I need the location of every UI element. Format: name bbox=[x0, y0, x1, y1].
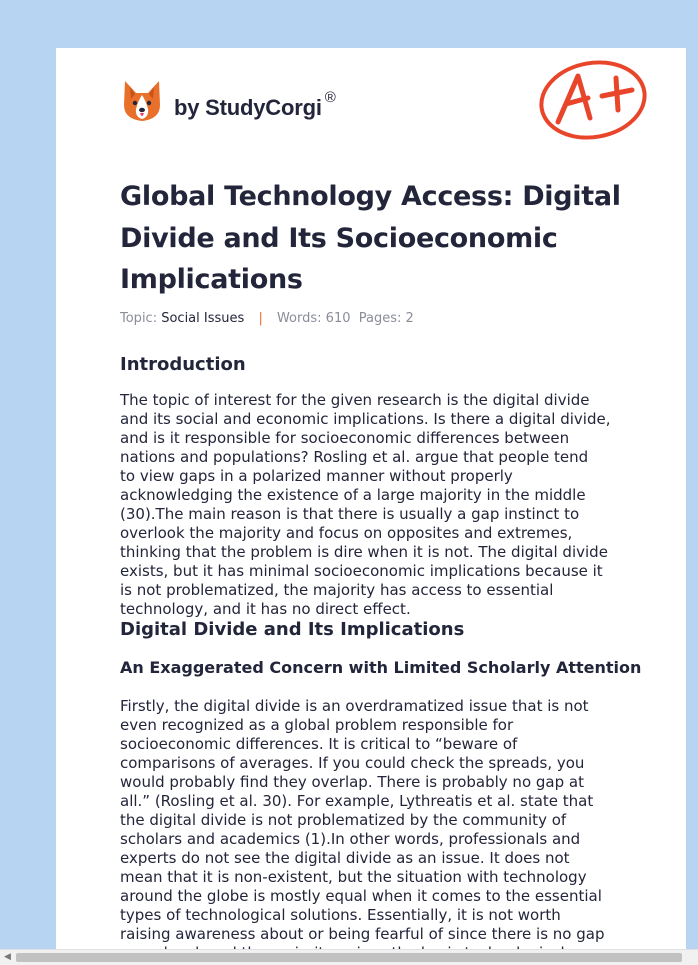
scroll-left-arrow-icon[interactable]: ◀ bbox=[4, 952, 11, 962]
text-line: Firstly, the digital divide is an overdramatized issue that is not bbox=[120, 697, 589, 715]
subsection-heading: An Exaggerated Concern with Limited Scholarly Attention bbox=[120, 658, 642, 677]
title-line: Implications bbox=[120, 264, 303, 295]
text-line: and its social and economic implications. Is there a digital divide, bbox=[120, 410, 611, 428]
text-line: to view gaps in a polarized manner without properly bbox=[120, 467, 513, 485]
corgi-logo-icon bbox=[122, 79, 162, 123]
page-count: Pages: 2 bbox=[358, 311, 414, 326]
text-line: experts do not see the digital divide as an issue. It does not bbox=[120, 849, 570, 867]
a-plus-stamp-icon bbox=[536, 58, 648, 142]
text-line: types of technological solutions. Essentially, it is not worth bbox=[120, 906, 561, 924]
text-line: thinking that the problem is dire when it is not. The digital divide bbox=[120, 543, 608, 561]
text-line: technology, and it has no direct effect. bbox=[120, 600, 411, 618]
text-line: overlook the majority and focus on opposites and extremes, bbox=[120, 524, 573, 542]
text-line: around the globe is mostly equal when it comes to the essential bbox=[120, 887, 602, 905]
text-line: nations and populations? Rosling et al. argue that people tend bbox=[120, 448, 589, 466]
text-line: acknowledging the existence of a large majority in the middle bbox=[120, 486, 586, 504]
scrollbar-thumb[interactable] bbox=[16, 953, 682, 962]
meta-separator: | bbox=[258, 311, 263, 326]
text-line: scholars and academics (1).In other words, professionals and bbox=[120, 830, 581, 848]
document-meta bbox=[120, 311, 414, 326]
text-line: mean that it is non-existent, but the situation with technology bbox=[120, 868, 587, 886]
title-line: Divide and Its Socioeconomic bbox=[120, 222, 558, 254]
text-line: all.” (Rosling et al. 30). For example, Lythreatis et al. state that bbox=[120, 792, 594, 810]
document-page bbox=[56, 48, 686, 964]
title-line: Global Technology Access: Digital bbox=[120, 181, 621, 212]
text-line: The topic of interest for the given research is the digital divide bbox=[120, 391, 590, 409]
topic-link[interactable]: Social Issues bbox=[161, 311, 245, 326]
text-line: (30).The main reason is that there is usually a gap instinct to bbox=[120, 505, 580, 523]
text-line: is not problematized, the majority has access to essential bbox=[120, 581, 554, 599]
horizontal-scrollbar[interactable] bbox=[0, 949, 698, 965]
text-line: comparisons of averages. If you could check the spreads, you bbox=[120, 754, 585, 772]
text-line: and is it responsible for socioeconomic differences between bbox=[120, 429, 570, 447]
text-line: raising awareness about or being fearful of since there is no gap bbox=[120, 925, 605, 943]
body-paragraph bbox=[120, 697, 640, 963]
intro-heading: Introduction bbox=[120, 354, 246, 375]
brand-logo[interactable] bbox=[122, 76, 336, 126]
intro-paragraph bbox=[120, 391, 640, 619]
document-title bbox=[120, 176, 640, 301]
text-line: even recognized as a global problem responsible for bbox=[120, 716, 514, 734]
topic-label: Topic: bbox=[120, 311, 158, 326]
word-count: Words: 610 bbox=[276, 311, 351, 326]
text-line: the digital divide is not problematized by the community of bbox=[120, 811, 567, 829]
text-line: would probably find they overlap. There is probably no gap at bbox=[120, 773, 584, 791]
text-line: socioeconomic differences. It is critical to “beware of bbox=[120, 735, 518, 753]
digital-divide-heading: Digital Divide and Its Implications bbox=[120, 619, 465, 640]
text-line: exists, but it has minimal socioeconomic implications because it bbox=[120, 562, 603, 580]
brand-name: by StudyCorgi ® bbox=[174, 89, 336, 120]
registered-mark: ® bbox=[324, 89, 336, 106]
